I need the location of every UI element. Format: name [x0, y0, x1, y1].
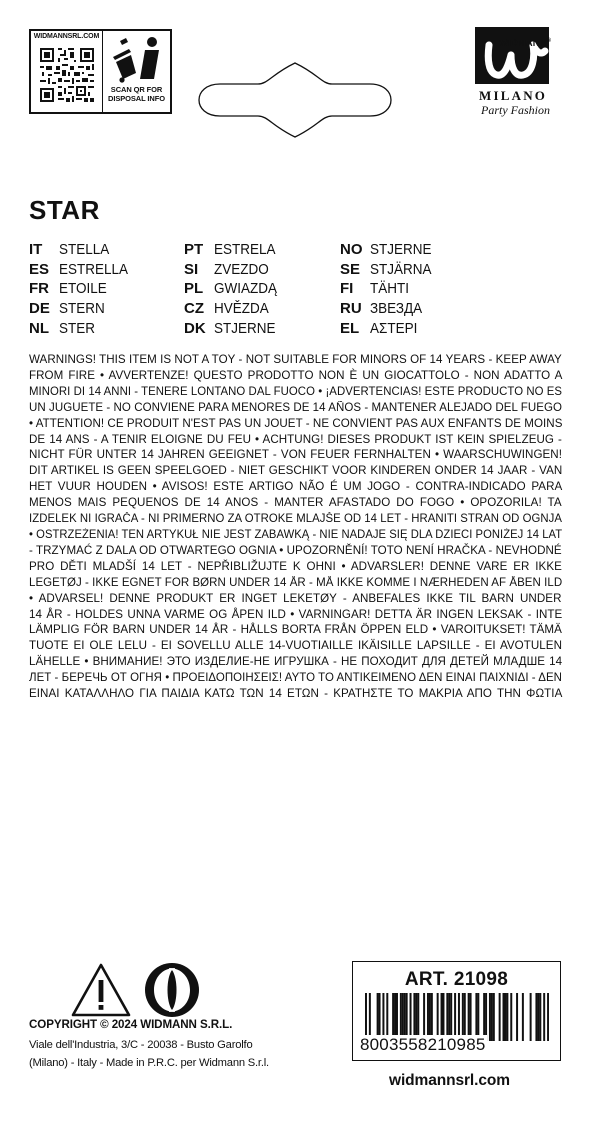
- translation-column-3: [340, 240, 438, 338]
- green-dot-icon: [144, 962, 200, 1018]
- barcode-bar: [437, 993, 439, 1041]
- warning-line: HET VUUR HOUDEN • AVISOS! ESTE ARTIGO NÃO É UM JOGO - CONTRA-INDICADO PARA: [29, 480, 563, 494]
- qr-disposal-box: [29, 29, 172, 114]
- lang-word: HVĚZDA: [214, 300, 269, 318]
- barcode-bar: [454, 993, 456, 1041]
- barcode-bar: [404, 993, 406, 1041]
- warning-line: NICHT FÜR UNTER 14 JAHREN GEEIGNET - VON FEUER FERNHALTEN • WAARSCHUWINGEN!: [29, 448, 562, 462]
- recycle-info-icon: [109, 35, 165, 83]
- warning-line: - TRZYMAĆ Z DALA OD OTWARTEGO OGNIA • UPOZORNĚNÍ! TOTO NENÍ HRAČKA - NEVHODNÉ: [29, 543, 562, 557]
- barcode-bar: [446, 993, 448, 1041]
- lang-code: SE: [340, 260, 361, 278]
- warning-line: LÄHELLE • ВНИМАНИЕ! ЭТО ИЗДЕЛИЕ-НЕ ИГРУШКА - НЕ ПОХОДИТ ДЛЯ ДЕТЕЙ МЛАДШЕ 14: [29, 655, 563, 669]
- qr-url-label: WIDMANNSRL.COM: [33, 33, 100, 40]
- barcode-bar: [483, 993, 485, 1041]
- warning-line: ΕΙΝΑΙ ΚΑΤΑΛΛΗΛΟ ΓΙΑ ΠΑΙΔΙΑ ΚΑΤΩ ΤΩΝ 14 ΕΤΩΝ - ΚΡΑΤΗΣΤΕ ΤΟ ΜΑΚΡΙΑ ΑΠΟ ΤΗΝ ΦΩΤΙΑ: [29, 687, 563, 701]
- barcode-bar: [369, 993, 371, 1041]
- barcode-bar: [522, 993, 524, 1041]
- lang-code: FR: [29, 280, 49, 298]
- barcode-bar: [499, 993, 501, 1041]
- translation-row: [29, 279, 136, 299]
- barcode-bar: [543, 993, 545, 1041]
- barcode-bar: [386, 993, 388, 1041]
- barcode-bar: [394, 993, 396, 1041]
- translation-row: [29, 260, 136, 280]
- copyright-text: COPYRIGHT © 2024 WIDMANN S.R.L.: [29, 1018, 233, 1031]
- barcode-bar: [427, 993, 429, 1041]
- translation-row: [29, 299, 136, 319]
- warning-line: • ADVARSEL! DENNE PRODUKT ER INGET LEKETØY - ANBEFALES IKKE TIL BARN UNDER: [29, 591, 562, 605]
- barcode-bar: [539, 993, 541, 1041]
- barcode-bar: [431, 993, 433, 1041]
- translation-row: [340, 299, 438, 319]
- barcode-bar: [410, 993, 412, 1041]
- barcode-bar: [510, 993, 512, 1041]
- barcode-bar: [377, 993, 379, 1041]
- product-title: STAR: [29, 195, 100, 225]
- translation-column-1: [29, 240, 136, 338]
- warning-line: UN JUGUETE - NO CONVIENE PARA MENORES DE 14 AÑOS - MANTENER ALEJADO DEL FUEGO: [29, 400, 562, 414]
- lang-code: FI: [340, 280, 354, 298]
- barcode-bar: [417, 993, 419, 1041]
- barcode-bar: [547, 993, 549, 1041]
- article-number: ART. 21098: [404, 969, 509, 990]
- lang-word: ESTRELA: [214, 241, 276, 259]
- logo-city: MILANO: [479, 88, 548, 103]
- barcode-bar: [396, 993, 398, 1041]
- lang-word: STJERNE: [214, 319, 276, 337]
- lang-code: IT: [29, 241, 43, 259]
- barcode-bar: [464, 993, 466, 1041]
- brand-name: WIDMANN: [499, 38, 547, 49]
- scan-qr-text: [108, 85, 165, 103]
- barcode-bar: [442, 993, 444, 1041]
- barcode-bar: [535, 993, 537, 1041]
- translation-row: [340, 260, 438, 280]
- scan-text-line-1: SCAN QR FOR: [110, 85, 163, 94]
- lang-word: STJERNE: [370, 241, 432, 259]
- translation-row: [184, 260, 284, 280]
- warning-line: LÄMPLIG FÖR BARN UNDER 14 ÅR - HÅLLS BORTA FRÅN ÖPPEN ELD • VAROITUKSET! TÄMÄ: [29, 623, 562, 637]
- warning-line: • ATTENTION! CE PRODUIT N'EST PAS UN JOUET - NE CONVIENT PAS AUX ENFANTS DE MOINS: [29, 416, 563, 430]
- translation-row: [340, 279, 438, 299]
- disposal-section: [103, 31, 170, 112]
- barcode-bar: [537, 993, 539, 1041]
- article-barcode-box: [352, 961, 561, 1061]
- lang-word: ЗВЕЗДА: [370, 300, 423, 318]
- translation-row: [184, 279, 284, 299]
- translation-row: [184, 318, 284, 338]
- safety-warnings: [29, 352, 562, 702]
- lang-word: GWIAZDĄ: [214, 280, 277, 298]
- translation-row: [340, 318, 438, 338]
- warning-line: PRO DĚTI MLADŠÍ 14 LET - NEPŘIBLIŽUJTE K OHNI • ADVARSLER! DENNE VARE ER IKKE: [29, 559, 562, 573]
- company-address: [29, 1036, 269, 1072]
- barcode-bar: [477, 993, 479, 1041]
- barcode-bar: [493, 993, 495, 1041]
- lang-code: PL: [184, 280, 204, 298]
- barcode-bar: [458, 993, 460, 1041]
- lang-code: NL: [29, 319, 49, 337]
- lang-code: DK: [184, 319, 206, 337]
- barcode-bar: [392, 993, 394, 1041]
- lang-code: SI: [184, 260, 199, 278]
- warning-line: MINORI DI 14 ANNI - TENERE LONTANO DAL FUOCO • ¡ADVERTENCIAS! ESTE PRODUCTO NO ES: [29, 384, 562, 398]
- lang-word: STJÄRNA: [370, 260, 432, 278]
- warning-line: TUOTE EI OLE LELU - EI SOVELLU ALLE 14-VUOTIAILLE IKÄISILLE LAPSILLE - EI AVOTULEN: [29, 639, 562, 653]
- barcode-bar: [475, 993, 477, 1041]
- address-line: Viale dell'Industria, 3/C - 20038 - Busto Garolfo: [29, 1039, 253, 1051]
- lang-code: EL: [340, 319, 360, 337]
- warning-line: 14 ÅR - HOLDES UNNA VARME OG ÅPEN ILD • VARNINGAR! DETTA ÄR INGEN LEKSAK - INTE: [29, 607, 563, 621]
- barcode-bar: [491, 993, 493, 1041]
- barcode-bar: [382, 993, 384, 1041]
- translation-row: [29, 318, 136, 338]
- qr-section: [31, 31, 103, 112]
- lang-word: STER: [59, 319, 96, 337]
- lang-word: ESTRELLA: [59, 260, 129, 278]
- barcode-bar: [506, 993, 508, 1041]
- barcode-bar: [485, 993, 487, 1041]
- warning-line: DIT ARTIKEL IS GEEN SPEELGOED - NIET GESCHIKT VOOR KINDEREN ONDER 14 JAAR - VAN: [29, 464, 563, 478]
- barcode-bar: [448, 993, 450, 1041]
- translation-row: [29, 240, 136, 260]
- barcode-bar: [530, 993, 532, 1041]
- widmann-logo: [475, 27, 565, 117]
- logo-tagline: Party Fashion: [481, 103, 550, 117]
- barcode-bar: [423, 993, 425, 1041]
- scan-text-line-2: DISPOSAL INFO: [108, 94, 165, 103]
- warning-line: MENOS MAIS PEQUENOS DE 14 ANOS - MANTER AFASTADO DO FOGO • OPOZORILA! TA: [29, 496, 562, 510]
- barcode: [365, 993, 549, 1041]
- brand-registered: ®: [546, 38, 552, 44]
- barcode-bar: [504, 993, 506, 1041]
- lang-code: CZ: [184, 300, 204, 318]
- lang-code: RU: [340, 300, 362, 318]
- warning-line: ЛЕТ - БЕРЕЧЬ ОТ ОГНЯ • ΠΡΟΕΙΔΟΠΟΙΗΣΕΙΣ! ΑΥΤΟ ΤΟ ΑΝΤΙΚΕΙΜΕΝΟ ΔΕΝ ΕΙΝΑΙ ΠΑΙΧΝΙΔΙ - ΔΕΝ: [29, 671, 562, 685]
- barcode-bar: [462, 993, 464, 1041]
- barcode-bar: [400, 993, 402, 1041]
- website-link[interactable]: widmannsrl.com: [389, 1072, 510, 1089]
- barcode-bar: [516, 993, 518, 1041]
- translation-row: [184, 299, 284, 319]
- qr-code-icon[interactable]: [38, 43, 96, 107]
- barcode-bar: [429, 993, 431, 1041]
- barcode-bar: [413, 993, 415, 1041]
- hang-hole-outline: [198, 62, 392, 138]
- lang-word: TÄHTI: [370, 280, 410, 298]
- lang-code: PT: [184, 241, 204, 259]
- translation-column-2: [184, 240, 284, 338]
- lang-word: ΑΣΤΕΡΙ: [370, 319, 418, 337]
- barcode-bar: [450, 993, 452, 1041]
- barcode-bar: [468, 993, 470, 1041]
- barcode-bar: [406, 993, 408, 1041]
- lang-word: STERN: [59, 300, 105, 318]
- address-line: (Milano) - Italy - Made in P.R.C. per Widmann S.r.l.: [29, 1057, 269, 1069]
- lang-word: ETOILE: [59, 280, 107, 298]
- warning-line: FROM FIRE • AVVERTENZE! QUESTO PRODOTTO NON È UN GIOCATTOLO - NON ADATTO A: [29, 368, 563, 382]
- barcode-bar: [379, 993, 381, 1041]
- translation-row: [340, 240, 438, 260]
- warning-line: IZDELEK NI IGRAČA - NI PRIMERNO ZA OTROKE MLAJŠE OD 14 LET - HRANITI STRAN OD OGNJA: [29, 512, 562, 526]
- warning-line: DE 14 ANS - A TENIR ELOIGNE DU FEU • ACHTUNG! DIESES PRODUKT IST KEIN SPIELZEUG -: [29, 432, 562, 446]
- warning-line: • OSTRZEŻENIA! TEN ARTYKUŁ NIE JEST ZABAWKĄ - NIE NADAJE SIĘ DLA DZIECI PONIŻEJ 14 LAT: [29, 527, 563, 541]
- warning-triangle-icon: [70, 962, 132, 1018]
- translation-row: [184, 240, 284, 260]
- barcode-bar: [503, 993, 505, 1041]
- barcode-bar: [402, 993, 404, 1041]
- barcode-bar: [441, 993, 443, 1041]
- barcode-bar: [415, 993, 417, 1041]
- lang-word: ZVEZDO: [214, 260, 269, 278]
- widmann-logo-mark: [475, 27, 553, 87]
- barcode-bar: [489, 993, 491, 1041]
- lang-code: DE: [29, 300, 50, 318]
- barcode-digits: 8003558210985: [360, 1035, 486, 1054]
- lang-code: ES: [29, 260, 50, 278]
- lang-code: NO: [340, 241, 363, 259]
- barcode-bar: [365, 993, 367, 1041]
- barcode-bar: [470, 993, 472, 1041]
- lang-word: STELLA: [59, 241, 110, 259]
- logo-brand-text: [499, 38, 551, 49]
- warning-line: WARNINGS! THIS ITEM IS NOT A TOY - NOT SUITABLE FOR MINORS OF 14 YEARS - KEEP AWAY: [29, 353, 562, 366]
- warning-line: LEGETØJ - IKKE EGNET FOR BØRN UNDER 14 ÅR - MÅ IKKE KOMME I NÆRHEDEN AF ÅBEN ILD: [29, 575, 563, 589]
